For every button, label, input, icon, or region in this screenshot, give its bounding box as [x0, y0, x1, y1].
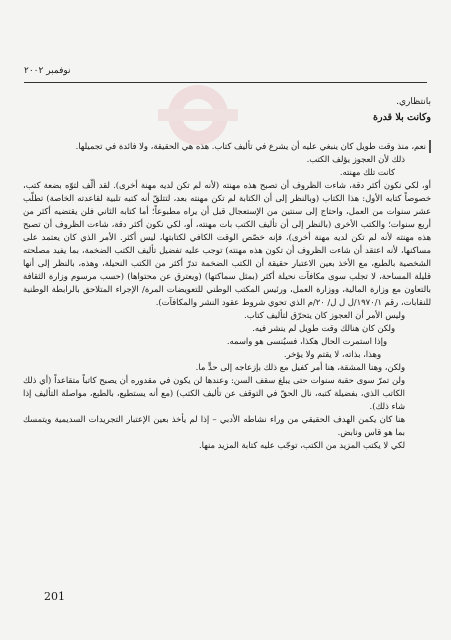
section-title: وكانت بلا قدرة — [373, 112, 431, 123]
paragraph: ولكن كان هنالك وقت طويل لم ينشر فيه. — [252, 323, 395, 333]
paragraph: ذلك لأن العجوز يؤلف الكتب. — [306, 154, 405, 164]
paragraph: نعم، منذ وقت طويل كان ينبغي عليه أن يشرع في تأليف كتاب. هذه هي الحقيقة، ولا فائدة في تجميلها. — [23, 140, 431, 153]
issue-date: نوفمبر ٢٠٠٢ — [24, 66, 71, 76]
paragraph: هنا كان يكمن الهدف الحقيقي من وراء نشاطه الأدبي – إذا لم يأخذ بعين الإعتبار التجريدات السديمية ويتمسك بما هو قاس ونابض. — [23, 414, 405, 437]
paragraph: وهذا، بذاته، لا يقتم ولا يؤخر. — [283, 349, 381, 359]
lead-line: بانتظاري. — [396, 97, 431, 107]
paragraph: وإذا استمرت الحال هكذا، فسيُنسى هو واسمه. — [226, 336, 387, 346]
paragraph: وليس الأمر أن العجوز كان يتحرّق لتأليف كتاب. — [244, 310, 405, 320]
paragraph: لكي لا يكتب المزيد من الكتب، توجّب عليه كتابة المزيد منها. — [198, 440, 405, 450]
paragraph: ولكن، وهنا المشقة، هنا أمر كفيل مع ذلك بإزعاجه إلى حدٍّ ما. — [195, 362, 405, 372]
running-header — [24, 66, 118, 76]
paragraph: أو، لكي نكون أكثر دقة، شاءت الظروف أن تصبح هذه مهنته (لأنه لم تكن لديه مهنة أخرى). لقد ألّف لتوّه بضعة كتب، خصوصاً كتابه الأول: هذا الكتاب (وبالنظر إلى أن الكتابة لم تكن مهنته بعد، لتتلقّ أنه كتبه تلبية لقاعدته الخاصة) تطلّب عشر سنوات من العمل، واحتاج إلى سنتين من الإستعجال قبل أن يراه مطبوعاً؛ أما كتابه الثاني فلن يقتضيه أكثر من أربع سنوات؛ والكتب الأخرى (بالنظر إلى أن تأليف الكتب بات مهنته، أو، لكي نكون أكثر دقة، شاءت الظروف أن تصبح هذه مهنته لأنه لم تكن لديه مهنة أخرى)، فإنه خصّص الوقت الكافي لكتابتها، ليس أكثر. الأمر الذي كان يعتمد على مساكنها، لأنه اعتقد أن شاءت الظروف أن تكون هذه مهنته) توجب عليه تفضيل تأليف الكتب الضخمة، بما يفيد مصلحته الشخصية بالطبع، مع الأخذ بعين الاعتبار حقيقة أن الكتب الضخمة تدرّ أكثر من الكتب النحيلة، وهذه، بالنظر إلى أنها قليلة المساحة، لا تجلب سوى مكافآت نحيلة أكثر (بمثل سماكتها) (ويعترق عن محتواها) (حسب مرسوم وزارة الثقافة بالتعاون مع وزارة المالية، ووزارة العمل، ورئيس المكتب الوطني للتعويضات المرة/ الإجراء المتلاحق بالرابطة الوطنية للنقابات، رقم ١٩٧٠/١/ل ل ل/ ٢٠/م الذي تحوي شروط عقود النشر والمكافآت). — [23, 180, 431, 307]
paragraph: ولن تمرّ سوى حقبة سنوات حتى يبلغ سقف السن: وعندها لن يكون في مقدوره أن يصبح كاتباً متقاعداً (أي ذلك الكاتب الذي، بفضيلة كتبه، نال الحقّ في التوقف عن تأليف الكتب) (مع أنه يستطيع، بالطبع، مواصلة التأليف إذا شاء ذلك). — [23, 375, 405, 411]
paragraph: كانت تلك مهنته. — [339, 167, 395, 177]
body-text — [23, 140, 431, 452]
page-number: 201 — [44, 590, 65, 603]
